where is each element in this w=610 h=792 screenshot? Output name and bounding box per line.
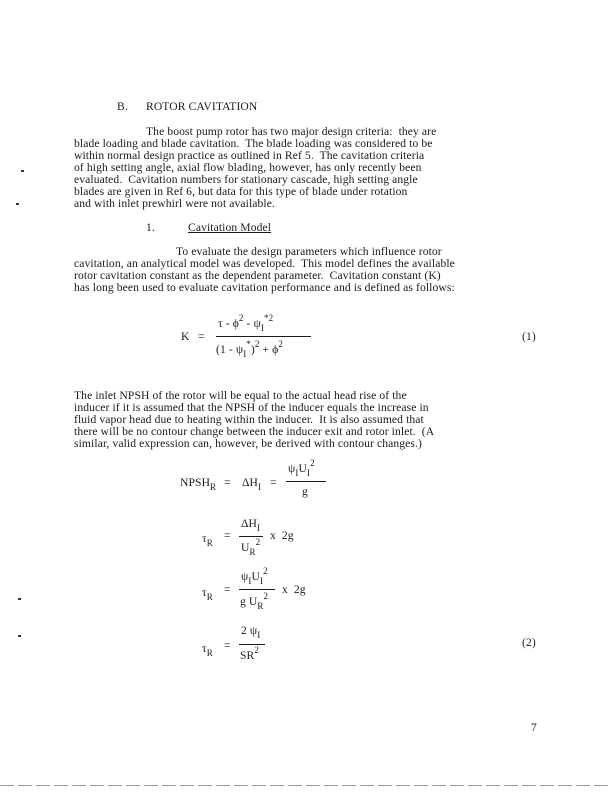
eqB-numerator: $\Delta H_I$ (241, 517, 261, 533)
eqA-mid: $\Delta H_I$ (242, 476, 262, 492)
section-title: ROTOR CAVITATION (146, 100, 258, 113)
eqA-equals-2: = (270, 476, 277, 489)
eqC-fraction-bar (239, 589, 275, 590)
eqC-denominator: g $U_R^2$ (240, 591, 269, 611)
eq1-equals: = (198, 330, 205, 343)
paragraph-line: there will be no contour change between the inducer exit and rotor inlet. (A (74, 425, 435, 438)
paragraph-line: rotor cavitation constant as the dependent parameter. Cavitation constant (K) (74, 269, 441, 282)
paragraph-line: The boost pump rotor has two major design criteria: they are (146, 125, 437, 138)
eqD-label: (2) (522, 636, 536, 649)
eqB-denominator: $U_R^2$ (241, 537, 261, 557)
eqC-numerator: $\psi_IU_I^2$ (241, 566, 268, 586)
eq1-numerator: τ - $\phi^2 - \psi_I^{*2}$ (218, 313, 274, 333)
paragraph-line: fluid vapor head due to heating within the inducer. It is also assumed that (74, 413, 424, 426)
eqD-denominator: $SR^2$ (240, 645, 259, 662)
eq1-lhs: K (181, 330, 190, 343)
paragraph-line: and with inlet prewhirl were not available. (74, 197, 276, 210)
scan-mark (18, 635, 21, 637)
paragraph-line: similar, valid expression can, however, be derived with contour changes.) (74, 437, 422, 450)
eq1-label: (1) (522, 330, 536, 343)
paragraph-line: To evaluate the design parameters which influence rotor (176, 245, 442, 258)
eq1-denominator: $(1 - \psi_I^*)^2 + \phi^2$ (216, 339, 283, 359)
scan-edge-line (0, 785, 610, 786)
paragraph-line: of high setting angle, axial flow blading, however, has only recently been (74, 161, 422, 174)
subsection-number: 1. (146, 221, 155, 234)
paragraph-line: blades are given in Ref 6, but data for this type of blade under rotation (74, 185, 408, 198)
eqD-equals: = (224, 639, 231, 652)
eq1-fraction-bar (216, 336, 311, 337)
eqC-equals: = (224, 583, 231, 596)
eqD-fraction-bar (239, 644, 265, 645)
eqB-lhs: $\tau_R$ (202, 532, 213, 548)
paragraph-line: cavitation, an analytical model was developed. This model defines the available (74, 257, 455, 270)
paragraph-line: evaluated. Cavitation numbers for stationary cascade, high setting angle (74, 173, 418, 186)
paragraph-line: within normal design practice as outlined in Ref 5. The cavitation criteria (74, 149, 425, 162)
eqD-lhs: $\tau_R$ (202, 642, 213, 658)
paragraph-line: inducer if it is assumed that the NPSH of the inducer equals the increase in (74, 401, 429, 414)
eqB-equals: = (224, 529, 231, 542)
eqA-equals: = (224, 476, 231, 489)
eqB-times: x 2g (270, 529, 294, 542)
paragraph-line: blade loading and blade cavitation. The blade loading was considered to be (74, 137, 433, 150)
eqC-lhs: $\tau_R$ (202, 586, 213, 602)
page-number: 7 (531, 721, 537, 734)
scan-mark (21, 170, 24, 172)
paragraph-line: The inlet NPSH of the rotor will be equal to the actual head rise of the (74, 389, 407, 402)
section-number: B. (117, 100, 128, 113)
eqA-fraction-bar (286, 481, 326, 482)
eqA-denominator: g (302, 485, 308, 498)
paragraph-line: has long been used to evaluate cavitation performance and is defined as follows: (74, 281, 455, 294)
eqC-times: x 2g (282, 583, 306, 596)
eqA-numerator: $\psi_IU_I^2$ (288, 458, 315, 478)
eqD-numerator: 2 $\psi_I$ (241, 624, 261, 640)
scan-mark (18, 598, 21, 600)
eqA-lhs: $NPSH_R$ (180, 476, 217, 492)
subsection-title: Cavitation Model (188, 221, 272, 234)
scan-mark (16, 203, 19, 205)
